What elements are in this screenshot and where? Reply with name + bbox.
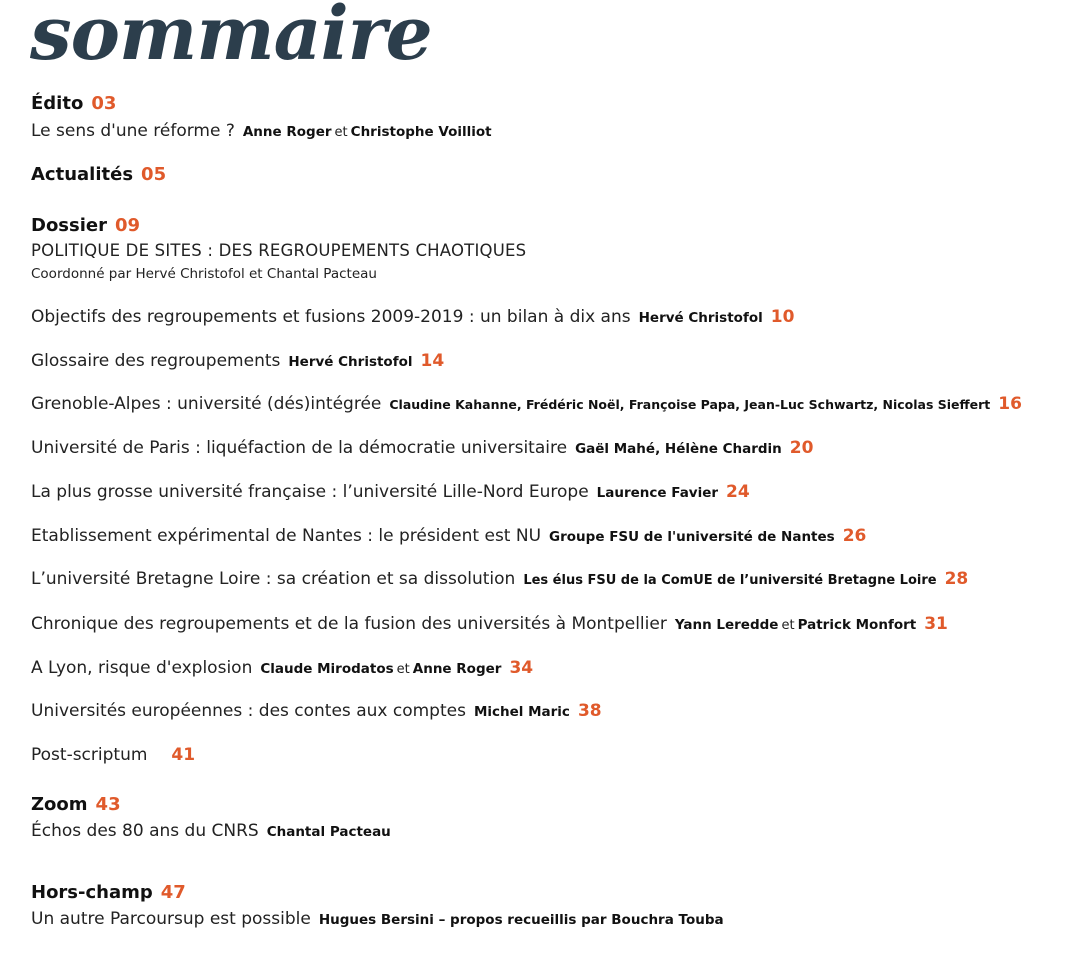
section-label: Actualités <box>31 164 134 185</box>
article-title: Objectifs des regroupements et fusions 2009-2019 : un bilan à dix ans <box>31 307 631 327</box>
author: Les élus FSU de la ComUE de l’université Bretagne Loire <box>523 573 937 588</box>
page-number: 03 <box>91 93 117 114</box>
conjunction: et <box>781 618 795 633</box>
article-title: Un autre Parcoursup est possible <box>31 909 311 929</box>
article-title: La plus grosse université française : l’université Lille-Nord Europe <box>31 482 589 502</box>
page-number: 31 <box>924 614 948 634</box>
page-number: 43 <box>95 794 121 815</box>
author: Anne Roger <box>412 661 502 677</box>
author: Gaël Mahé, Hélène Chardin <box>575 441 782 457</box>
article-title: L’université Bretagne Loire : sa création et sa dissolution <box>31 569 516 589</box>
author: Christophe Voilliot <box>350 124 492 140</box>
author: Hervé Christofol <box>288 354 413 370</box>
article-title: Le sens d'une réforme ? <box>31 121 235 141</box>
section-label: Hors-champ <box>31 882 153 903</box>
conjunction: et <box>334 125 348 140</box>
toc-item <box>31 526 866 546</box>
article-title: Chronique des regroupements et de la fusion des universités à Montpellier <box>31 614 667 634</box>
page-number: 24 <box>726 482 750 502</box>
author: Yann Leredde <box>674 617 779 633</box>
section-hors-champ <box>31 882 186 903</box>
article-title: Post-scriptum <box>31 745 148 765</box>
author: Chantal Pacteau <box>266 824 391 840</box>
article-title: Université de Paris : liquéfaction de la démocratie universitaire <box>31 438 568 458</box>
toc-item <box>31 351 444 371</box>
author: Hugues Bersini – propos recueillis par Bouchra Touba <box>318 912 724 928</box>
conjunction: et <box>396 662 410 677</box>
author: Anne Roger <box>242 124 332 140</box>
toc-item <box>31 569 968 589</box>
toc-item <box>31 482 750 502</box>
author: Claudine Kahanne, Frédéric Noël, Françoise Papa, Jean-Luc Schwartz, Nicolas Sieffert <box>389 397 991 412</box>
page-number: 10 <box>770 307 795 327</box>
article-title: Grenoble-Alpes : université (dés)intégrée <box>31 394 382 414</box>
page-number: 34 <box>509 658 534 678</box>
page-number: 26 <box>842 526 867 546</box>
toc-item <box>31 658 533 678</box>
dossier-coordination: Coordonné par Hervé Christofol et Chantal Pacteau <box>31 266 377 282</box>
author: Patrick Monfort <box>797 617 917 633</box>
page-number: 14 <box>420 351 445 371</box>
section-label: Zoom <box>31 794 88 815</box>
article-title: Universités européennes : des contes aux comptes <box>31 701 466 721</box>
author: Hervé Christofol <box>638 310 763 326</box>
page-number: 09 <box>115 215 141 236</box>
page-number: 47 <box>160 882 186 903</box>
toc-item <box>31 438 813 458</box>
article-title: Etablissement expérimental de Nantes : le président est NU <box>31 526 542 546</box>
page-number: 41 <box>171 745 196 765</box>
section-dossier <box>31 215 140 236</box>
toc-item <box>31 701 602 721</box>
page-title: sommaire <box>30 0 432 77</box>
section-edito <box>31 93 116 114</box>
page-number: 16 <box>998 394 1022 414</box>
dossier-subtitle: POLITIQUE DE SITES : DES REGROUPEMENTS CHAOTIQUES <box>31 241 527 260</box>
toc-item <box>31 745 195 765</box>
edito-line <box>31 121 492 141</box>
page-number: 20 <box>789 438 814 458</box>
section-actualites <box>31 164 166 185</box>
section-label: Dossier <box>31 215 107 236</box>
page-number: 05 <box>141 164 167 185</box>
author: Michel Maric <box>473 704 570 720</box>
article-title: Échos des 80 ans du CNRS <box>31 821 259 841</box>
author: Groupe FSU de l'université de Nantes <box>549 529 835 545</box>
toc-item <box>31 307 794 327</box>
toc-item <box>31 394 1022 414</box>
section-label: Édito <box>31 93 84 114</box>
author: Claude Mirodatos <box>260 661 394 677</box>
page-number: 38 <box>577 701 602 721</box>
zoom-line <box>31 821 391 841</box>
article-title: A Lyon, risque d'explosion <box>31 658 253 678</box>
page-number: 28 <box>944 569 969 589</box>
toc-item <box>31 614 948 634</box>
hors-champ-line <box>31 909 724 929</box>
author: Laurence Favier <box>596 485 719 501</box>
article-title: Glossaire des regroupements <box>31 351 281 371</box>
section-zoom <box>31 794 121 815</box>
